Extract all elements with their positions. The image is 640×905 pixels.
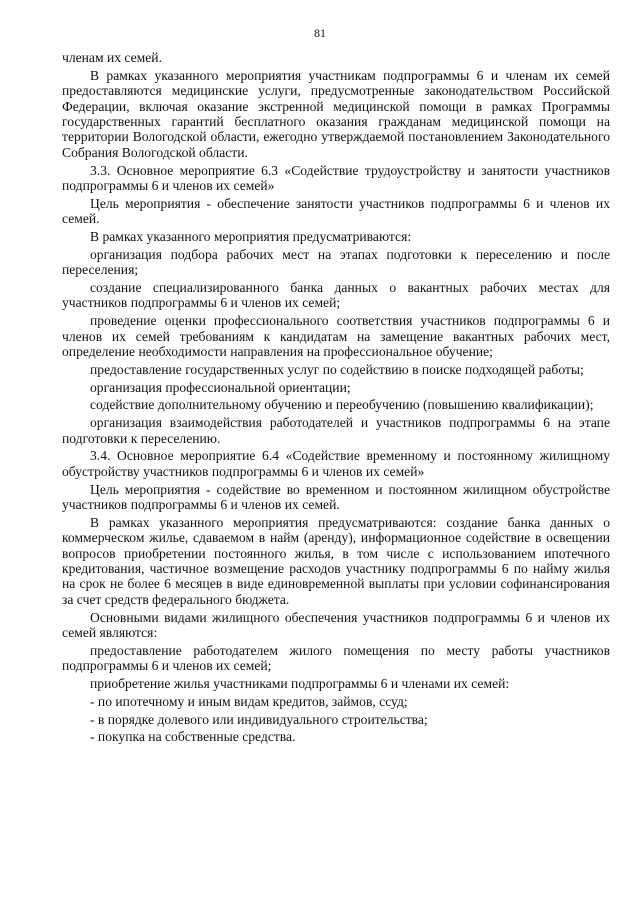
list-item: создание специализированного банка данных о вакантных рабочих местах для участников подпрограммы 6 и членов их семей; [62, 280, 610, 311]
list-item: организация профессиональной ориентации; [90, 379, 351, 395]
list-item: организация подбора рабочих мест на этапах подготовки к переселению и после переселения; [62, 246, 610, 278]
paragraph-16: Основными видами жилищного обеспечения участников подпрограммы 6 и членов их семей являются: [62, 609, 610, 641]
list-item: - по ипотечному и иным видам кредитов, займов, ссуд; [90, 693, 408, 709]
paragraph-4: Цель мероприятия - обеспечение занятости участников подпрограммы 6 и членов их семей. [62, 195, 610, 227]
paragraph-14: Цель мероприятия - содействие во временном и постоянном жилищном обустройстве участников подпрограммы 6 и членов их семей. [62, 481, 610, 513]
list-item: предоставление работодателем жилого помещения по месту работы участников подпрограммы 6 и членов их семей; [62, 642, 610, 674]
list-item: приобретение жилья участниками подпрограммы 6 и членами их семей: [90, 676, 510, 692]
section-3-4-heading: 3.4. Основное мероприятие 6.4 «Содействие временному и постоянному жилищному обустройству участников подпрограммы 6 и членов их семей» [62, 448, 610, 479]
list-item: - покупка на собственные средства. [90, 729, 296, 745]
paragraph-1: членам их семей. [62, 50, 162, 65]
paragraph-15: В рамках указанного мероприятия предусматриваются: создание банка данных о коммерческом жилье, сдаваемом в найм (аренду), информационное содействие в освещении вопросов приобретении постоянного жилья, в том числе с использованием ипотечного кредитования, частичное возмещение расходов участнику подпрограммы 6 по найму жилья на срок не более 6 месяцев в виде единовременной выплаты при условии софинансирования за счет средств федерального бюджета. [62, 514, 610, 607]
paragraph-2: В рамках указанного мероприятия участникам подпрограммы 6 и членам их семей предоставляются медицинские услуги, предусмотренные законодательством Российской Федерации, включая оказание экстренной медицинской помощи в рамках Программы государственных гарантий бесплатного оказания гражданам медицинской помощи на территории Вологодской области, ежегодно утверждаемой постановлением Законодательного Собрания Вологодской области. [62, 67, 610, 160]
list-item: - в порядке долевого или индивидуального строительства; [90, 711, 428, 727]
list-item: организация взаимодействия работодателей и участников подпрограммы 6 на этапе подготовки к переселению. [62, 415, 610, 446]
list-item: проведение оценки профессионального соответствия участников подпрограммы 6 и членов их семей требованиям к кандидатам на замещение вакантных рабочих мест, определение необходимости направления на профессиональное обучение; [62, 313, 610, 360]
list-item: предоставление государственных услуг по содействию в поиске подходящей работы; [90, 361, 584, 377]
section-3-3-heading: 3.3. Основное мероприятие 6.3 «Содействие трудоустройству и занятости участников подпрограммы 6 и членов их семей» [62, 162, 610, 194]
page-number: 81 [314, 26, 326, 40]
document-body [62, 50, 610, 747]
list-item: содействие дополнительному обучению и переобучению (повышению квалификации); [90, 397, 594, 413]
paragraph-5: В рамках указанного мероприятия предусматриваются: [90, 229, 412, 245]
